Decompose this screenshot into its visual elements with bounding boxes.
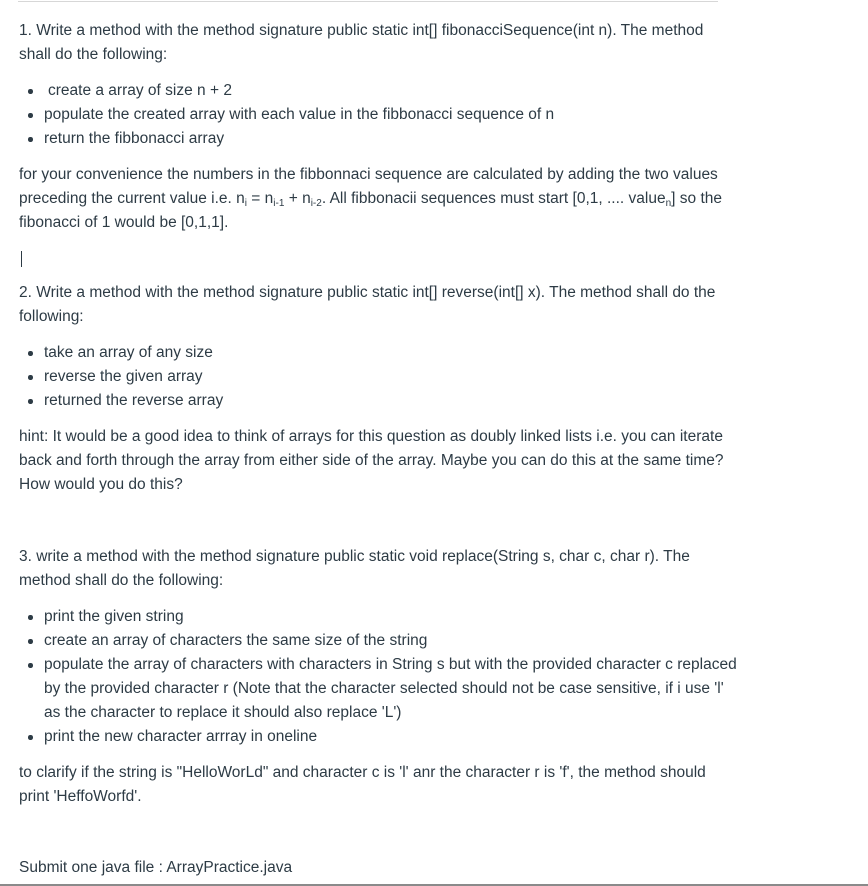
- q2-bullet-list: [19, 341, 739, 413]
- text-cursor: [21, 251, 22, 267]
- q1-note-part3: ] so the fibonacci of 1 would be [0,1,1].: [19, 190, 722, 231]
- q2-hint: hint: It would be a good idea to think of arrays for this question as doubly linked lists i.e. you can iterate back and forth through the array from either side of the array. Maybe you can do this at the same time? How would you do this?: [19, 428, 724, 493]
- q3-bullet-1: print the given string: [44, 605, 739, 629]
- q3-clarify: to clarify if the string is "HelloWorLd" and character c is 'l' anr the character r is 'f', the method should print 'HeffoWorfd'.: [19, 764, 706, 805]
- q1-sub-n: n: [665, 198, 672, 209]
- q1-intro: 1. Write a method with the method signature public static int[] fibonacciSequence(int n). The method shall do the following:: [19, 22, 704, 63]
- q2-bullet-1: take an array of any size: [44, 341, 739, 365]
- q3-intro: 3. write a method with the method signature public static void replace(String s, char c, char r). The method shall do the following:: [19, 548, 690, 589]
- q1-bullet-1: create a array of size n + 2: [44, 79, 739, 103]
- text-cursor-line[interactable]: [19, 246, 739, 270]
- q1-eq1: = n: [246, 190, 274, 207]
- q1-bullet-list: [19, 79, 739, 151]
- q3-bullet-3: populate the array of characters with characters in String s but with the provided character c replaced by the provided character r (Note that the character selected should not be case sensitive, if i use 'l' as the character to replace it should also replace 'L'): [44, 653, 739, 725]
- q1-sub-i2: i-2: [310, 198, 322, 209]
- q2-bullet-3: returned the reverse array: [44, 389, 739, 413]
- q1-sub-i: i: [244, 198, 247, 209]
- q3-bullet-2: create an array of characters the same size of the string: [44, 629, 739, 653]
- q1-bullet-2: populate the created array with each value in the fibbonacci sequence of n: [44, 103, 739, 127]
- top-divider: [18, 1, 718, 2]
- q3-bullet-list: [19, 605, 739, 749]
- q2-intro: 2. Write a method with the method signature public static int[] reverse(int[] x). The method shall do the following:: [19, 284, 716, 325]
- assignment-content: [19, 19, 739, 880]
- q1-eq2: + n: [284, 190, 311, 207]
- q1-note-part1: for your convenience the numbers in the fibbonnaci sequence are calculated by adding the two values preceding the current value i.e. n: [19, 166, 718, 207]
- q3-bullet-4: print the new character arrray in oneline: [44, 725, 739, 749]
- q1-bullet-3: return the fibbonacci array: [44, 127, 739, 151]
- q1-note-part2: . All fibbonacii sequences must start [0,1, .... value: [321, 190, 666, 207]
- q1-note: [19, 163, 739, 235]
- q2-bullet-2: reverse the given array: [44, 365, 739, 389]
- q1-sub-i1: i-1: [273, 198, 285, 209]
- submit-instruction: Submit one java file : ArrayPractice.java: [19, 859, 293, 876]
